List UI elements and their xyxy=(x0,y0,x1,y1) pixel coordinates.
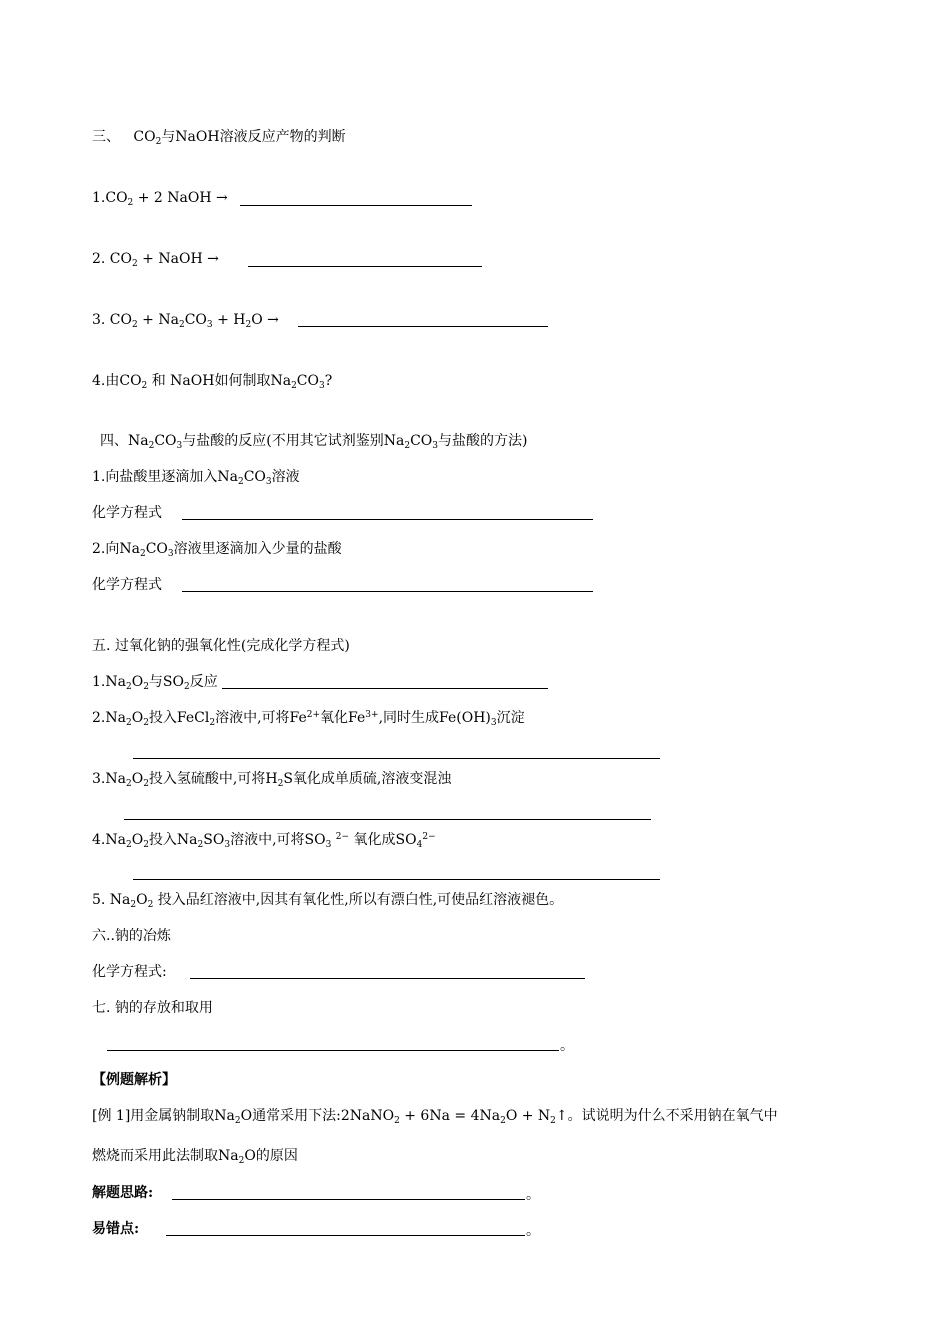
hint-blank[interactable] xyxy=(172,1199,525,1200)
section-6-title: 六..钠的冶炼 xyxy=(92,928,171,944)
section-5-item-1: $1.Na_2O_2$与$SO_2$反应 xyxy=(92,674,218,692)
equation-blank-6[interactable] xyxy=(190,978,585,979)
error-label: 易错点: xyxy=(92,1221,140,1237)
answer-blank-5-1[interactable] xyxy=(222,688,548,689)
section-3-title: 三、 $CO_2$与NaOH溶液反应产物的判断 xyxy=(92,129,346,147)
answer-blank-1[interactable] xyxy=(240,205,472,206)
error-blank[interactable] xyxy=(166,1235,525,1236)
section-5-item-4: $4.Na_2O_2$投入$Na_2SO_3$溶液中,可将$SO_3$ $^{2-}$ 氧化成$SO_4^{2-}$ xyxy=(92,832,436,850)
section-5-item-3: $3.Na_2O_2$投入氢硫酸中,可将$H_2S$氧化成单质硫,溶液变混浊 xyxy=(92,771,452,789)
equation-label-2: 化学方程式 xyxy=(92,577,162,593)
question-1: $1.CO_2 + 2$ NaOH → xyxy=(92,190,228,208)
answer-blank-3[interactable] xyxy=(298,326,548,327)
hint-label: 解题思路: xyxy=(92,1185,154,1201)
answer-blank-5-2[interactable] xyxy=(133,758,660,759)
section-4-title: 四、$Na_2CO_3$与盐酸的反应(不用其它试剂鉴别$Na_2CO_3$与盐酸的方法) xyxy=(100,433,528,451)
section-7-title: 七. 钠的存放和取用 xyxy=(92,1000,213,1016)
answer-blank-7[interactable] xyxy=(107,1050,559,1051)
equation-label-1: 化学方程式 xyxy=(92,505,162,521)
answer-blank-2[interactable] xyxy=(248,266,482,267)
answer-blank-5-4[interactable] xyxy=(133,879,660,880)
equation-label-6: 化学方程式: xyxy=(92,964,167,980)
question-2: 2. $CO_2$ + NaOH → xyxy=(92,251,219,269)
hint-end: 。 xyxy=(526,1187,540,1203)
section-5-title: 五. 过氧化钠的强氧化性(完成化学方程式) xyxy=(92,638,350,654)
answer-blank-5-3[interactable] xyxy=(124,819,651,820)
equation-blank-2[interactable] xyxy=(182,591,593,592)
section-4-item-2: 2.向$Na_2CO_3$溶液里逐滴加入少量的盐酸 xyxy=(92,541,342,559)
answer-end-7: 。 xyxy=(560,1038,574,1054)
question-3: 3. $CO_2 + Na_2CO_3 + H_2O$ → xyxy=(92,312,279,330)
section-5-item-5: 5. $Na_2O_2$ 投入品红溶液中,因其有氧化性,所以有漂白性,可使品红溶液褪色。 xyxy=(92,892,564,910)
example-header: 【例题解析】 xyxy=(92,1072,176,1088)
example-question-line-1: [例 1]用金属钠制取$Na_2O$通常采用下法:2NaNO$_2$ + $6Na = 4Na_2O$ + $N_2↑$。试说明为什么不采用钠在氧气中 xyxy=(92,1108,778,1126)
section-4-item-1: 1.向盐酸里逐滴加入$Na_2CO_3$溶液 xyxy=(92,469,300,487)
section-5-item-2: $2.Na_2O_2$投入FeCl$_2$溶液中,可将$Fe^{2+}$氧化$Fe^{3+}$,同时生成$Fe(OH)_3$沉淀 xyxy=(92,710,525,728)
error-end: 。 xyxy=(526,1223,540,1239)
question-4: 4.由$CO_2$ 和 NaOH如何制取$Na_2CO_3$? xyxy=(92,373,333,391)
equation-blank-1[interactable] xyxy=(182,519,593,520)
example-question-line-2: 燃烧而采用此法制取$Na_2O$的原因 xyxy=(92,1148,298,1166)
